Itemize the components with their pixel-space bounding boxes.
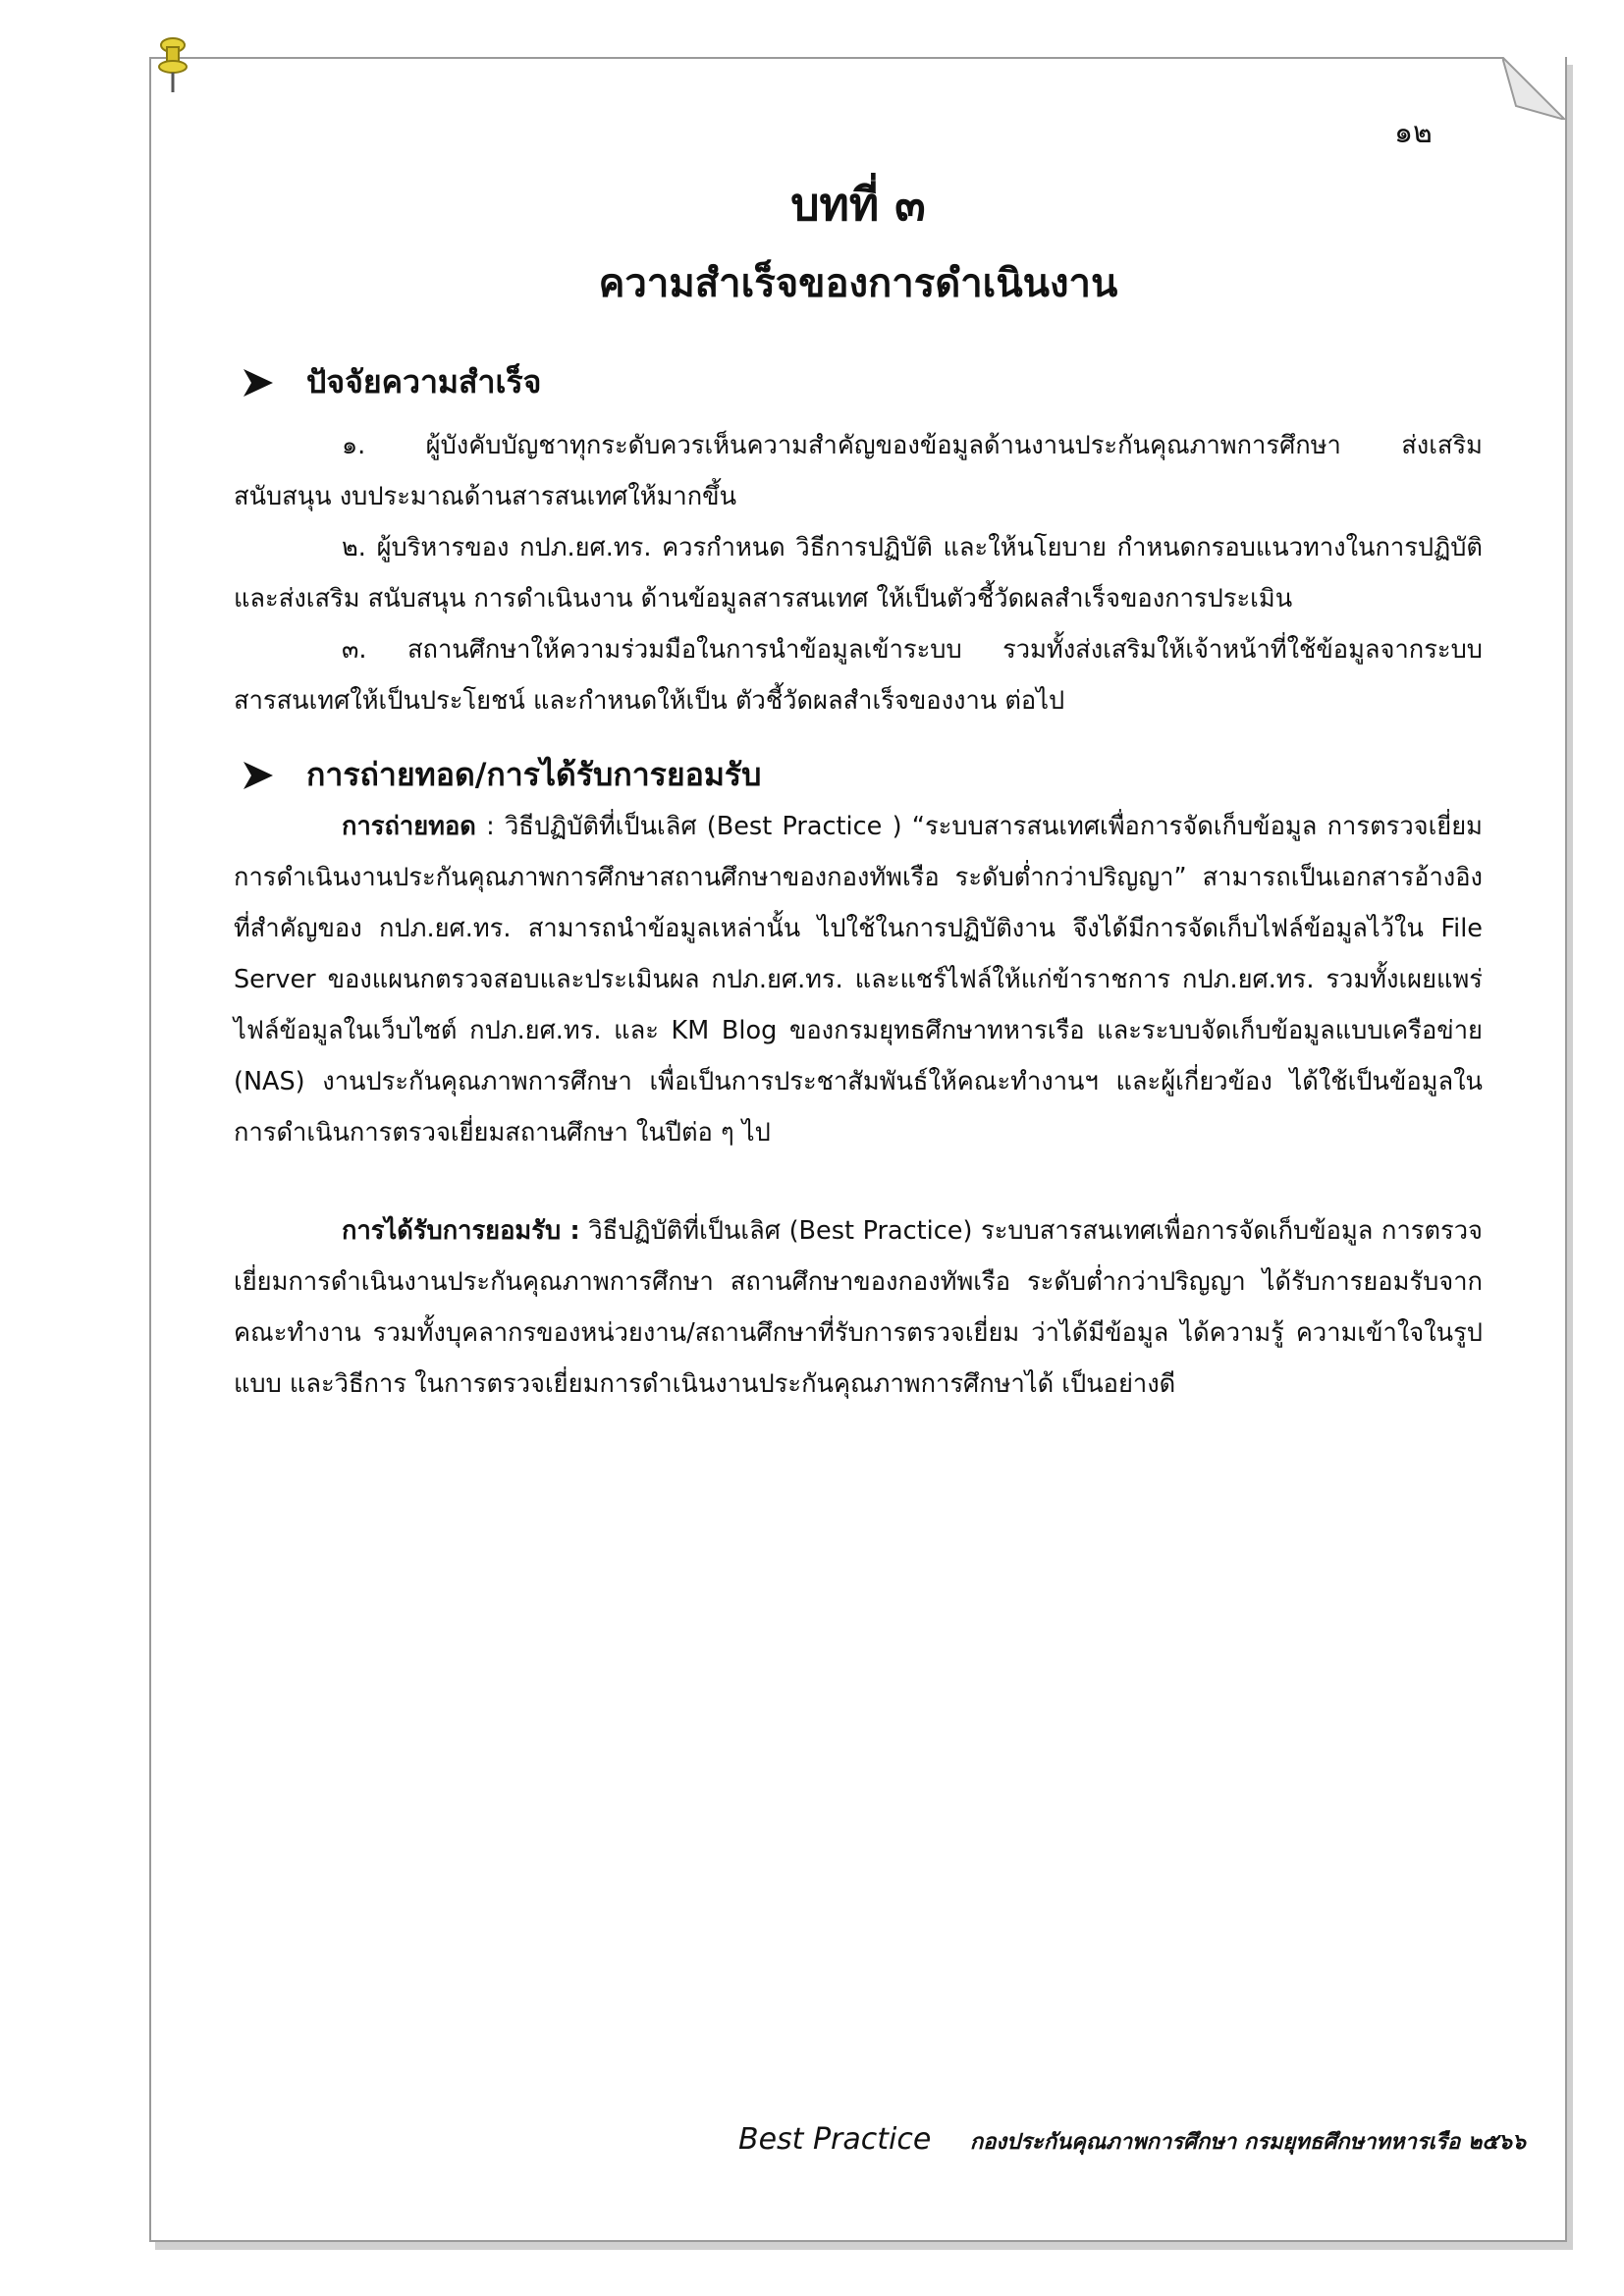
success-factor-item: ๒. ผู้บริหารของ กปภ.ยศ.ทร. ควรกำหนด วิธีการปฏิบัติ และให้นโยบาย กำหนดกรอบแนวทางในการปฏิบัติ และส่งเสริม สนับสนุน การดำเนินงาน ด้านข้อมูลสารสนเทศ ให้เป็นตัวชี้วัดผลสำเร็จของการประเมิน [234,533,1483,614]
acceptance-lead: การได้รับการยอมรับ : [342,1216,580,1246]
success-factor-item: ๑. ผู้บังคับบัญชาทุกระดับควรเห็นความสำคัญของข้อมูลด้านงานประกันคุณภาพการศึกษา ส่งเสริม สนับสนุน งบประมาณด้านสารสนเทศให้มากขึ้น [234,431,1483,511]
transfer-paragraph [234,801,1483,1158]
success-factor-item: ๓. สถานศึกษาให้ความร่วมมือในการนำข้อมูลเข้าระบบ รวมทั้งส่งเสริมให้เจ้าหน้าที่ใช้ข้อมูลจากระบบสารสนเทศให้เป็นประโยชน์ และกำหนดให้เป็น ตัวชี้วัดผลสำเร็จของงาน ต่อไป [234,635,1483,716]
section-heading-label: การถ่ายทอด/การได้รับการยอมรับ [306,756,762,793]
page-footer [738,2122,1526,2159]
transfer-lead: การถ่ายทอด [342,812,476,841]
section-heading-transfer [242,750,761,800]
chapter-title: ความสำเร็จของการดำเนินงาน [598,261,1118,306]
section-heading-success-factors [242,357,541,407]
arrow-bullet-icon [242,760,275,791]
acceptance-text: วิธีปฏิบัติที่เป็นเลิศ (Best Practice) ระบบสารสนเทศเพื่อการจัดเก็บข้อมูล การตรวจเยี่ยมการดำเนินงานประกันคุณภาพการศึกษา สถานศึกษาของกองทัพเรือ ระดับต่ำกว่าปริญญา ได้รับการยอมรับจากคณะทำงาน รวมทั้งบุคลากรของหน่วยงาน/สถานศึกษาที่รับการตรวจเยี่ยม ว่าได้มีข้อมูล ได้ความรู้ ความเข้าใจในรูปแบบ และวิธีการ ในการตรวจเยี่ยมการดำเนินงานประกันคุณภาพการศึกษาได้ เป็นอย่างดี [234,1216,1483,1399]
page-curl-icon [1502,57,1565,120]
footer-best-practice: Best Practice [738,2122,932,2157]
pushpin-icon [153,35,192,94]
acceptance-paragraph [234,1205,1483,1410]
section-heading-label: ปัจจัยความสำเร็จ [306,363,542,400]
page-number: ๑๒ [1394,116,1433,150]
footer-organization: กองประกันคุณภาพการศึกษา กรมยุทธศึกษาทหารเรือ ๒๕๖๖ [969,2130,1526,2155]
transfer-text: : วิธีปฏิบัติที่เป็นเลิศ (Best Practice ) “ระบบสารสนเทศเพื่อการจัดเก็บข้อมูล การตรวจเยี่ยมการดำเนินงานประกันคุณภาพการศึกษาสถานศึกษาของกองทัพเรือ ระดับต่ำกว่าปริญญา” สามารถเป็นเอกสารอ้างอิงที่สำคัญของ กปภ.ยศ.ทร. สามารถนำข้อมูลเหล่านั้น ไปใช้ในการปฏิบัติงาน จึงได้มีการจัดเก็บไฟล์ข้อมูลไว้ใน File Server ของแผนกตรวจสอบและประเมินผล กปภ.ยศ.ทร. และแชร์ไฟล์ให้แก่ข้าราชการ กปภ.ยศ.ทร. รวมทั้งเผยแพร่ไฟล์ข้อมูลในเว็บไซต์ กปภ.ยศ.ทร. และ KM Blog ของกรมยุทธศึกษาทหารเรือ และระบบจัดเก็บข้อมูลแบบเครือข่าย (NAS) งานประกันคุณภาพการศึกษา เพื่อเป็นการประชาสัมพันธ์ให้คณะทำงานฯ และผู้เกี่ยวข้อง ได้ใช้เป็นข้อมูลในการดำเนินการตรวจเยี่ยมสถานศึกษา ในปีต่อ ๆ ไป [234,812,1483,1148]
arrow-bullet-icon [242,367,275,399]
chapter-heading: บทที่ ๓ [790,178,926,231]
